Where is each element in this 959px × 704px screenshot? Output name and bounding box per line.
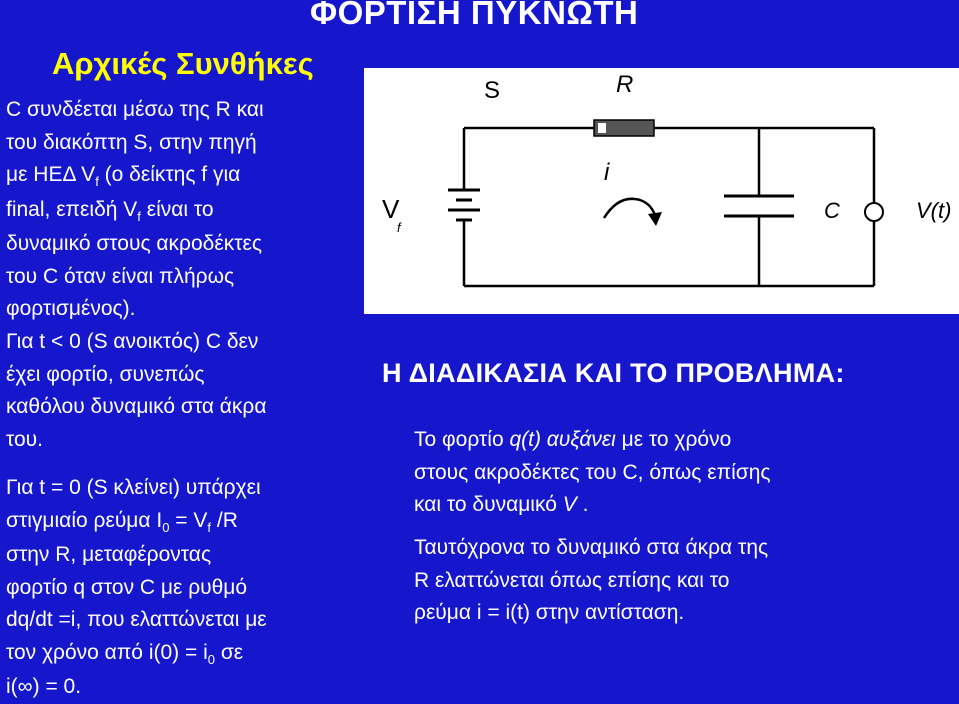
circuit-svg [364, 68, 959, 314]
subscript: 0 [207, 651, 215, 667]
text-line: καθόλου δυναμικό στα άκρα [6, 395, 267, 418]
capacitor-symbol [724, 196, 794, 216]
text-line: τον χρόνο από $i(0) = i_0$ σε [6, 640, 244, 667]
left-text-p3 [6, 472, 267, 704]
problem-heading: Η ΔΙΑΔΙΚΑΣΙΑ ΚΑΙ ΤΟ ΠΡΟΒΛΗΜΑ: [382, 358, 845, 388]
text-line: του C όταν είναι πλήρως [6, 264, 235, 288]
label-V-subscript: f [397, 220, 401, 235]
text-line: έχει φορτίο, συνεπώς [6, 362, 205, 386]
subscript: f [137, 208, 141, 224]
text-line: final, επειδή $V_f$ είναι το [6, 197, 214, 224]
label-Vt: V(t) [916, 198, 952, 223]
text-line: του διακόπτη S, στην πηγή [6, 130, 257, 154]
subscript: 0 [162, 519, 170, 535]
right-text-p1 [414, 424, 771, 522]
text-line: C συνδέεται μέσω της R και [6, 98, 264, 121]
text-line: και το δυναμικό V . [414, 493, 589, 516]
circuit-diagram [364, 68, 959, 314]
label-S: S [484, 77, 501, 104]
text-line: Για t < 0 (S ανοικτός) C δεν [6, 330, 259, 353]
text-line: Ταυτόχρονα το δυναμικό στα άκρα της [414, 536, 769, 559]
text-line: i(∞) = 0. [6, 675, 82, 698]
label-C: C [824, 198, 840, 223]
text-line: με ΗΕΔ $V_f$ (ο δείκτης f για [6, 163, 241, 189]
text-line: στιγμιαίο ρεύμα $I_0 = V_f$ /R [6, 508, 238, 535]
label-i: i [604, 159, 610, 186]
terminal-icon [865, 203, 883, 221]
left-text-p2 [6, 326, 267, 456]
current-arc [604, 199, 656, 218]
text-line: dq/dt =i, που ελαττώνεται με [6, 608, 267, 631]
text-line: φορτίο q στον C με ρυθμό [6, 575, 248, 599]
text-line: Το φορτίο q(t) αυξάνει με το χρόνο [414, 428, 732, 451]
initial-conditions-heading: Αρχικές Συνθήκες [52, 46, 314, 81]
subscript: f [95, 174, 99, 189]
left-text-p1 [6, 94, 264, 326]
text-line: ρεύμα i = i(t) στην αντίσταση. [414, 601, 685, 624]
text-line: στους ακροδέκτες του C, όπως επίσης [414, 460, 771, 484]
text-line: στην R, μεταφέροντας [6, 543, 212, 566]
arrow-icon [648, 212, 662, 226]
battery-symbol [448, 190, 480, 220]
right-text-p2 [414, 532, 768, 630]
label-V: V [382, 194, 400, 224]
resistor-highlight [598, 123, 606, 133]
slide-title: ΦΟΡΤΙΣΗ ΠΥΚΝΩΤΗ [310, 0, 639, 31]
text-line: R ελαττώνεται όπως επίσης και το [414, 568, 730, 592]
subscript: f [207, 519, 212, 535]
text-line: δυναμικό στους ακροδέκτες [6, 232, 263, 255]
text-line: του. [6, 427, 43, 451]
label-R: R [616, 71, 634, 98]
text-line: Για t = 0 (S κλείνει) υπάρχει [6, 476, 261, 499]
text-line: φορτισμένος). [6, 297, 136, 320]
